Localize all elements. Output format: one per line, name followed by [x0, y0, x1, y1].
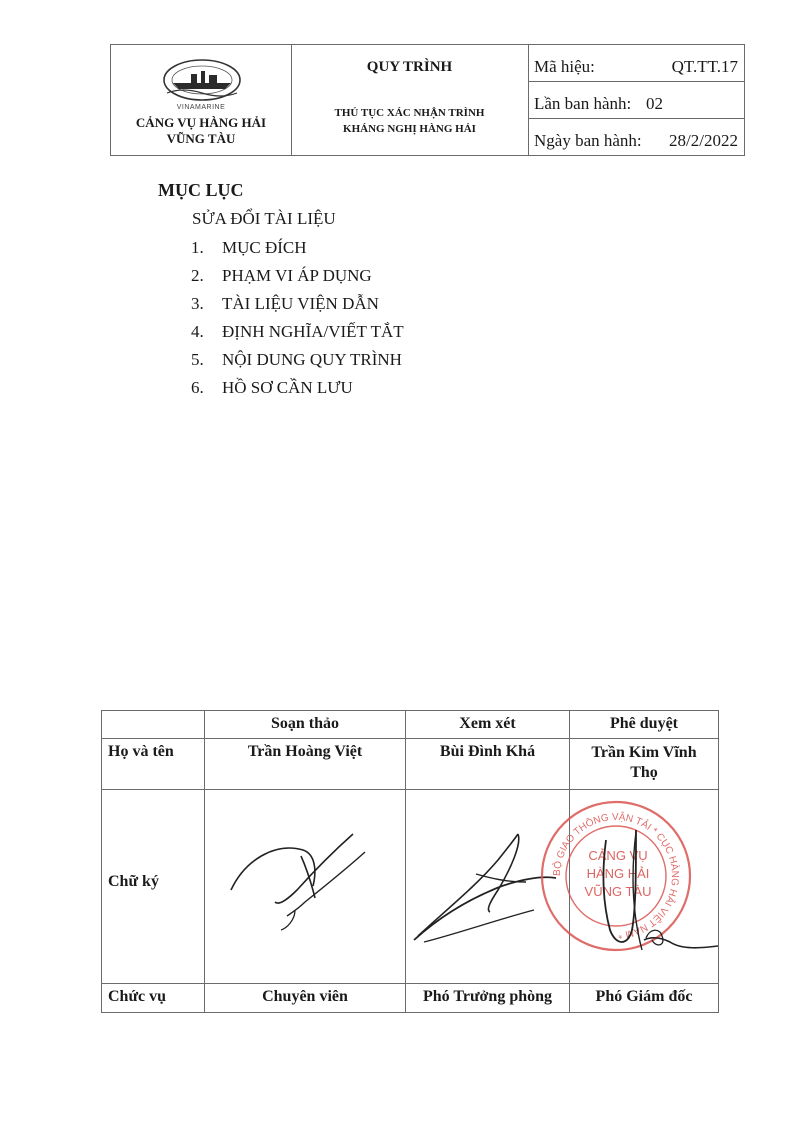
position-reviewed: Phó Trưởng phòng: [422, 988, 553, 1005]
toc-item-text: ĐỊNH NGHĨA/VIẾT TẮT: [222, 322, 404, 341]
document-meta-cell: [528, 45, 744, 155]
stamp-inner-line3: VŨNG TÀU: [584, 884, 652, 899]
toc-item-number: 4.: [191, 322, 204, 341]
signature-row-label: Chữ ký: [108, 873, 159, 890]
document-title-line1: THỦ TỤC XÁC NHẬN TRÌNH: [334, 107, 485, 119]
date-row: [528, 119, 744, 155]
toc-item-text: NỘI DUNG QUY TRÌNH: [222, 350, 402, 369]
name-approved: Trần Kim Vĩnh Thọ: [591, 744, 697, 781]
toc-item-text: MỤC ĐÍCH: [222, 238, 307, 257]
date-value: 28/2/2022: [669, 131, 738, 150]
toc-item-number: 3.: [191, 294, 204, 313]
toc-title: MỤC LỤC: [158, 180, 244, 200]
toc-amendment: SỬA ĐỔI TÀI LIỆU: [192, 209, 336, 228]
code-row: [528, 45, 744, 82]
position-approved: Phó Giám đốc: [595, 988, 693, 1005]
document-title-cell: [291, 45, 529, 155]
position-drafted: Chuyên viên: [262, 988, 348, 1005]
document-type: QUY TRÌNH: [366, 59, 453, 75]
document-title-line2: KHÁNG NGHỊ HÀNG HẢI: [343, 123, 476, 135]
organization-cell: [111, 45, 292, 155]
name-drafted: Trần Hoàng Việt: [247, 743, 363, 760]
date-label: Ngày ban hành:: [534, 131, 642, 150]
name-row-label: Họ và tên: [108, 743, 174, 760]
name-reviewed: Bùi Đình Khá: [439, 743, 536, 760]
position-row-label: Chức vụ: [108, 988, 167, 1005]
stamp-inner-line2: HÀNG HẢI: [586, 866, 650, 881]
brand-name: VINAMARINE: [176, 104, 226, 111]
toc-item-number: 1.: [191, 238, 204, 257]
issue-value: 02: [646, 94, 663, 113]
toc-item-number: 2.: [191, 266, 204, 285]
vinamarine-logo: [161, 57, 243, 103]
toc-item-text: TÀI LIỆU VIỆN DẪN: [222, 294, 379, 313]
code-label: Mã hiệu:: [534, 57, 595, 76]
toc-item-number: 5.: [191, 350, 204, 369]
stamp-inner-line1: CẢNG VỤ: [588, 848, 648, 863]
toc-item-number: 6.: [191, 378, 204, 397]
signature-drafted: [205, 790, 405, 983]
col-header-reviewed: Xem xét: [459, 715, 516, 732]
col-header-approved: Phê duyệt: [610, 715, 678, 732]
signature-approved: [532, 790, 718, 983]
issue-row: [528, 82, 744, 119]
signature-table: [101, 710, 719, 1013]
toc-item-text: PHẠM VI ÁP DỤNG: [222, 266, 372, 285]
code-value: QT.TT.17: [671, 57, 738, 76]
organization-name-line2: VŨNG TÀU: [166, 131, 236, 146]
toc-item-text: HỒ SƠ CẦN LƯU: [222, 378, 353, 397]
organization-name-line1: CẢNG VỤ HÀNG HẢI: [135, 115, 267, 130]
document-header-table: [110, 44, 745, 156]
issue-label: Lần ban hành:: [534, 94, 632, 113]
stamp-outer-text: BỘ GIAO THÔNG VẬN TẢI * CỤC HÀNG HẢI VIỆT NAM *: [551, 811, 681, 940]
col-header-drafted: Soạn thảo: [270, 715, 340, 732]
